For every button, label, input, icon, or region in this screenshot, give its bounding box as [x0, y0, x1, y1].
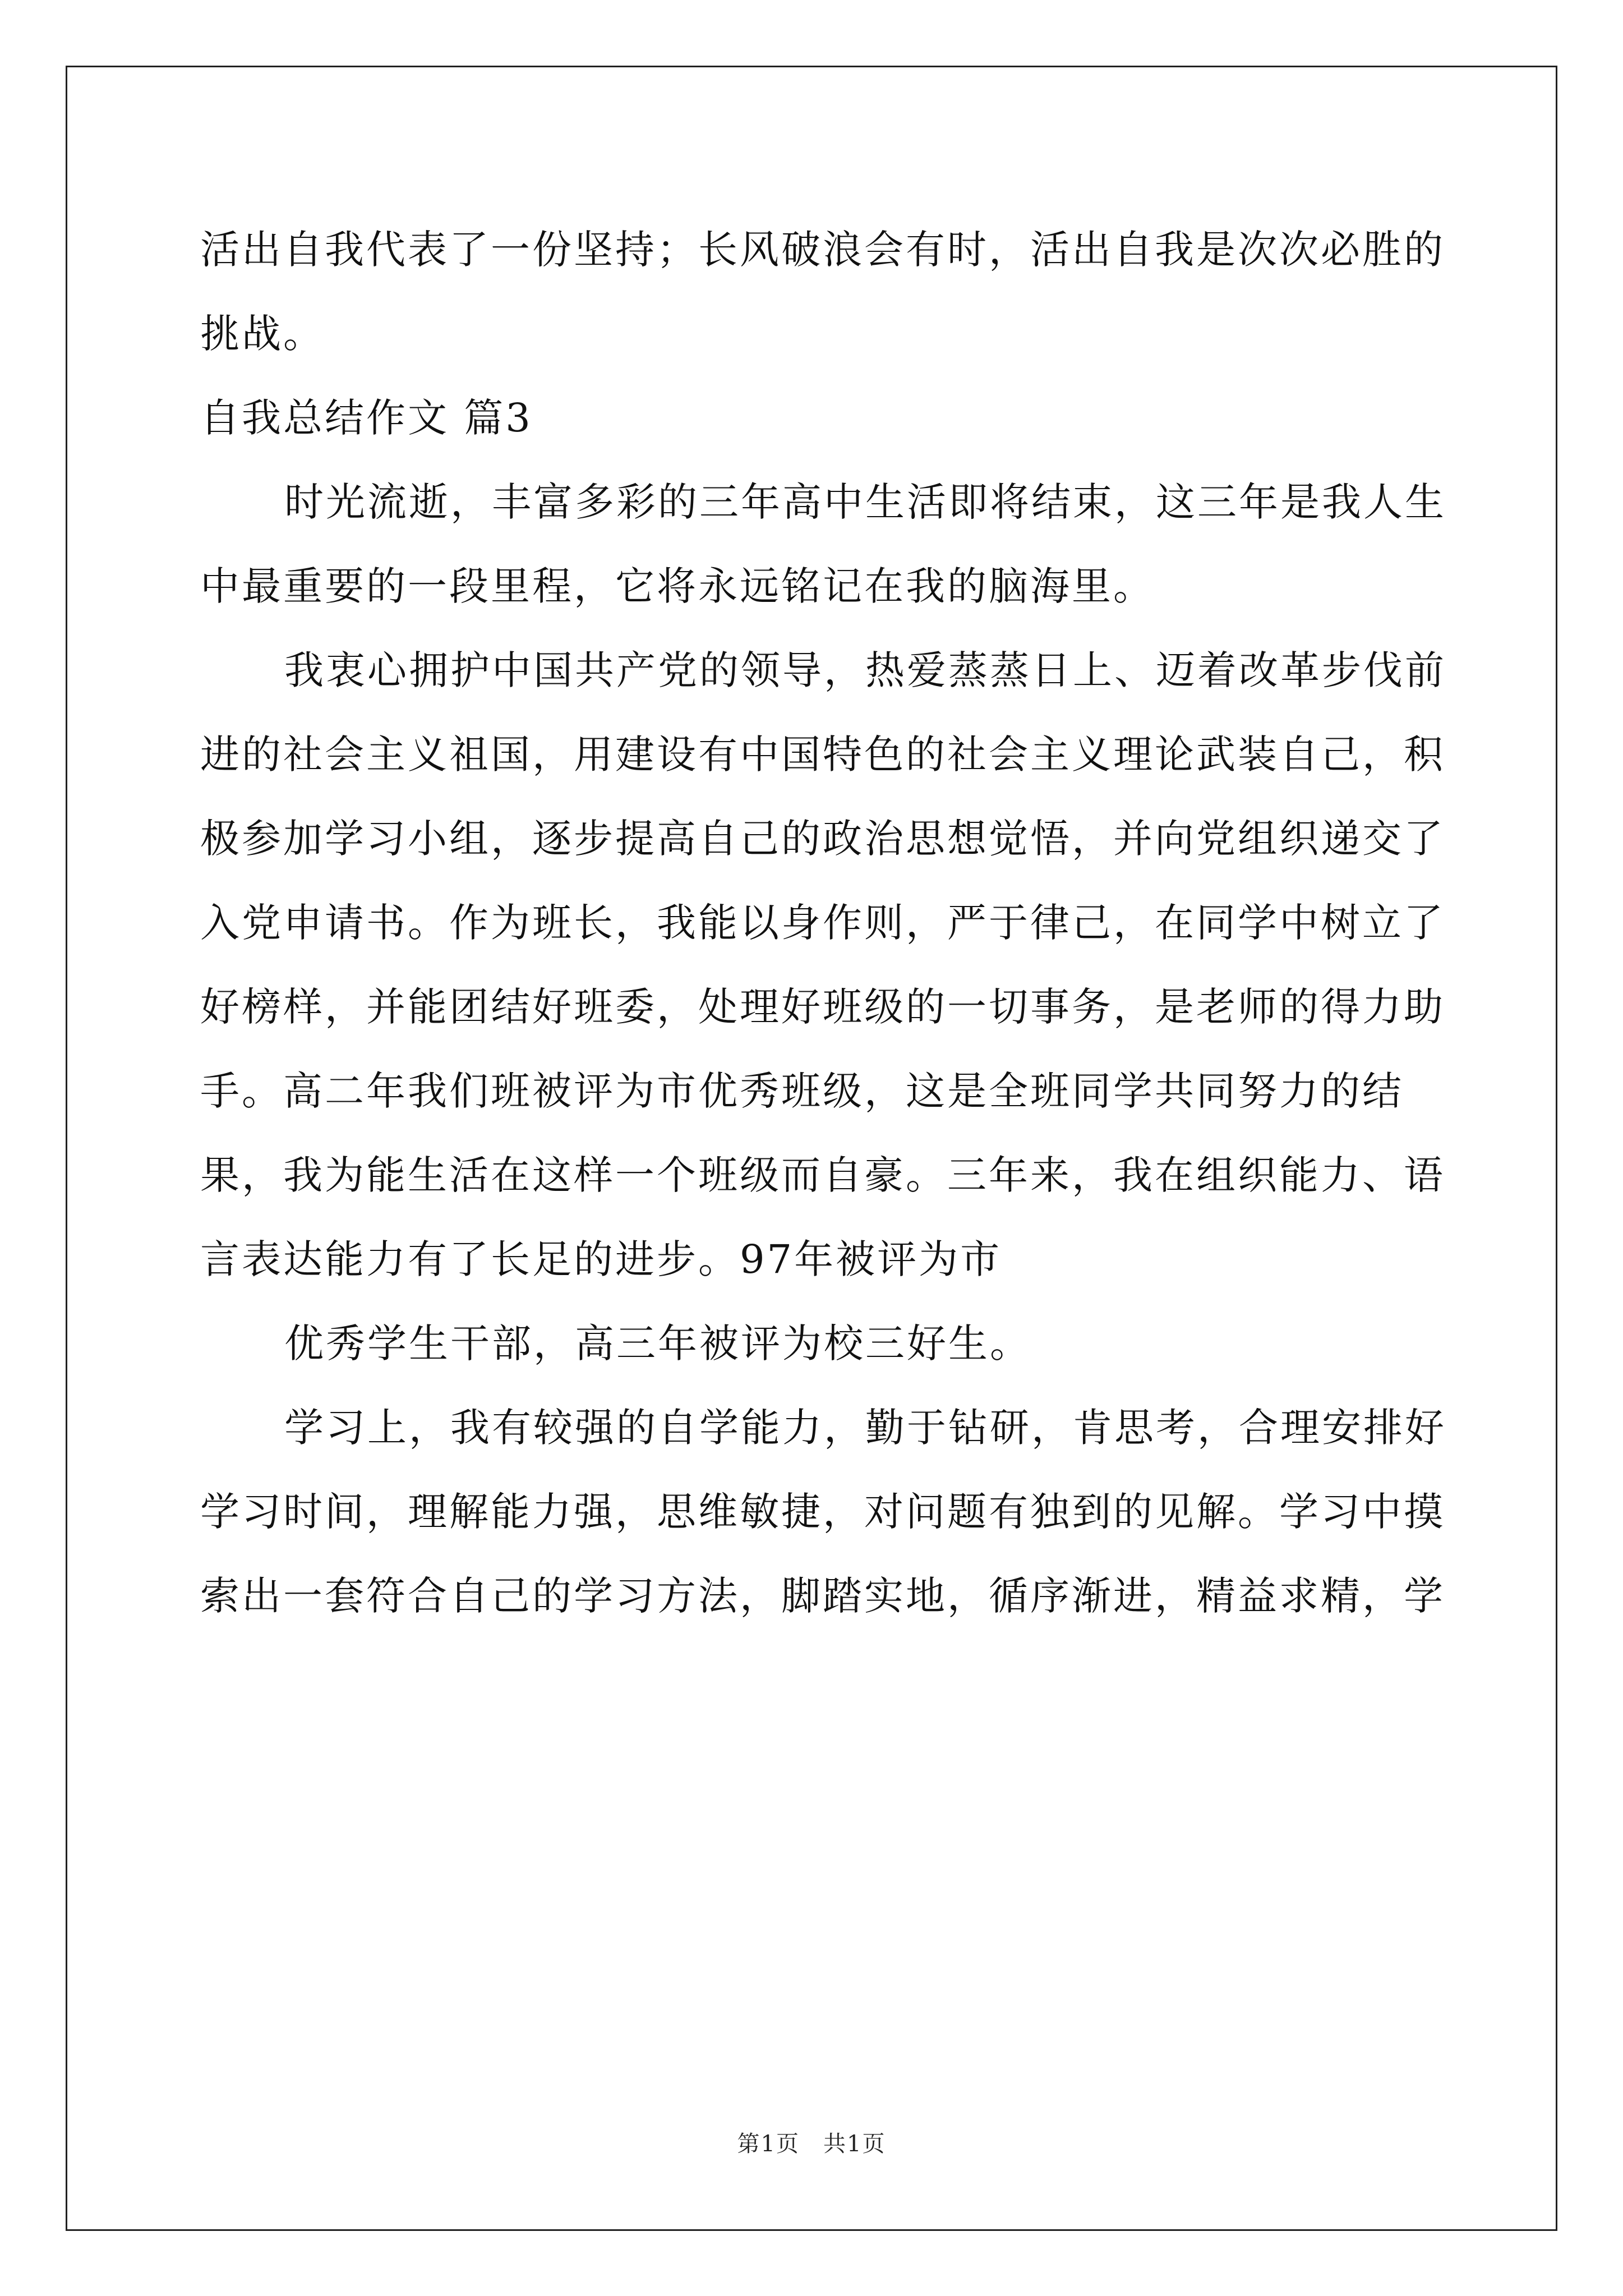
page-footer: 第1页 共1页 [737, 2131, 886, 2157]
document-body [200, 208, 1451, 1638]
paragraph: 我衷心拥护中国共产党的领导，热爱蒸蒸日上、迈着改革步伐前进的社会主义祖国，用建设有中国特色的社会主义理论武装自己，积极参加学习小组，逐步提高自己的政治思想觉悟，并向党组织递交了入党申请书。作为班长，我能以身作则，严于律己，在同学中树立了好榜样，并能团结好班委，处理好班级的一切事务，是老师的得力助手。高二年我们班被评为市优秀班级，这是全班同学共同努力的结果，我为能生活在这样一个班级而自豪。三年来，我在组织能力、语言表达能力有了长足的进步。97年被评为市 [200, 647, 1446, 1282]
paragraph-continuation: 活出自我代表了一份坚持；长风破浪会有时，活出自我是次次必胜的挑战。 [200, 227, 1445, 357]
paragraph: 优秀学生干部，高三年被评为校三好生。 [284, 1320, 1031, 1366]
paragraph: 学习上，我有较强的自学能力，勤于钻研，肯思考，合理安排好学习时间，理解能力强，思维敏捷，对问题有独到的见解。学习中摸索出一套符合自己的学习方法，脚踏实地，循序渐进，精益求精，学 [200, 1405, 1446, 1619]
section-heading: 自我总结作文 篇3 [200, 395, 533, 441]
paragraph: 时光流逝，丰富多彩的三年高中生活即将结束，这三年是我人生中最重要的一段里程，它将永远铭记在我的脑海里。 [200, 479, 1446, 609]
